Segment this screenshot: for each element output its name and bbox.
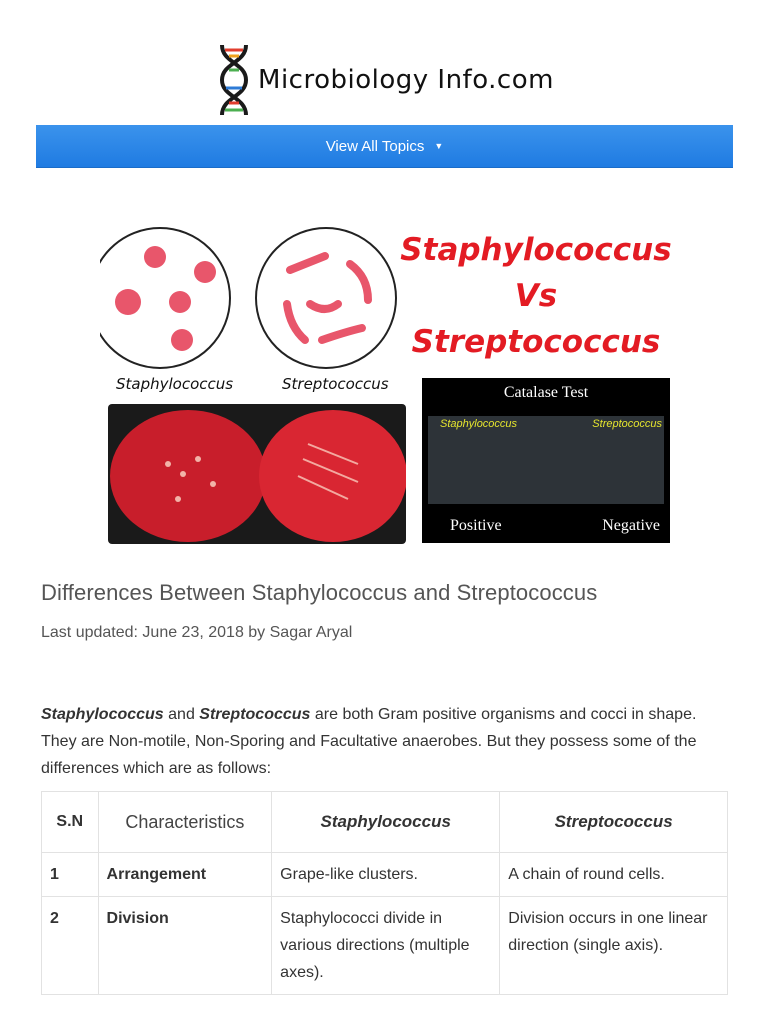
logo-text: Microbiology Info.com [258, 65, 554, 95]
cocci-illustration [100, 222, 400, 382]
hero-title: Staphylococcus Vs Streptococcus [400, 232, 672, 360]
caption-staphylococcus: Staphylococcus [116, 375, 234, 393]
header-characteristics: Characteristics [98, 792, 272, 853]
article-meta: Last updated: June 23, 2018 by Sagar Aryal [41, 624, 353, 641]
dna-logo-icon [214, 43, 254, 117]
comparison-table [41, 791, 728, 995]
article-title: Differences Between Staphylococcus and Streptococcus [41, 580, 598, 605]
header-staphylococcus: Staphylococcus [272, 792, 500, 853]
catalase-test-panel: Catalase Test Staphylococcus Streptococcus Positive Negative [422, 378, 670, 543]
caption-streptococcus: Streptococcus [282, 375, 389, 393]
caret-down-icon: ▼ [434, 141, 444, 151]
table-row: 1 Arrangement Grape-like clusters. A chain of round cells. [42, 853, 728, 897]
header-streptococcus: Streptococcus [500, 792, 728, 853]
intro-paragraph: Staphylococcus and Streptococcus are both Gram positive organisms and cocci in shape. They are Non-motile, Non-Sporing and Facultative anaerobes. But they possess some of the differences which are as follows: [41, 706, 697, 777]
menu-label: View All Topics [325, 137, 425, 155]
site-logo[interactable] [0, 40, 768, 120]
hero-image [100, 222, 672, 544]
table-row: 2 Division Staphylococci divide in various directions (multiple axes). Division occurs in one linear direction (single axis). [42, 897, 728, 995]
blood-agar-plates [108, 404, 406, 544]
view-all-topics-menu[interactable] [36, 125, 733, 168]
header-sn: S.N [42, 792, 99, 853]
